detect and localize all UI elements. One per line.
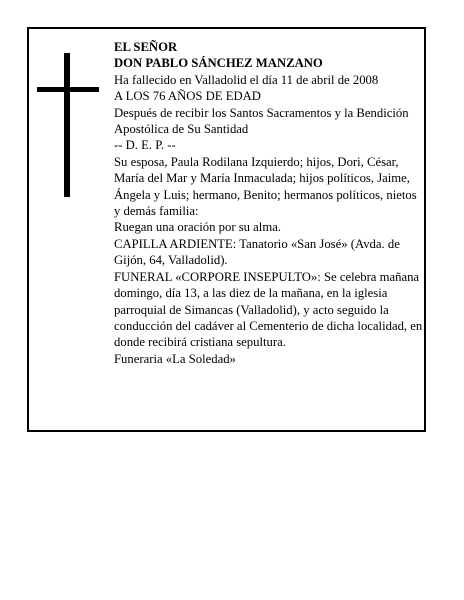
title-line-1: EL SEÑOR xyxy=(114,40,178,54)
prayer-text: Ruegan una oración por su alma. xyxy=(114,220,282,235)
cross-horizontal-bar xyxy=(37,87,99,92)
chapel-text: CAPILLA ARDIENTE: Tanatorio «San José» (Avda. de Gijón, 64, Valladolid). xyxy=(114,236,400,268)
funeral-text: FUNERAL «CORPORE INSEPULTO»: Se celebra mañana domingo, día 13, a las diez de la mañana, en la iglesia parroquial de Simancas (Valladolid), y acto seguido la conducción del cadáver al Cementerio de dicha localidad, en donde recibirá cristiana sepultura. xyxy=(114,269,423,350)
obituary-text xyxy=(114,39,426,367)
cross-vertical-bar xyxy=(64,53,70,197)
deceased-name: DON PABLO SÁNCHEZ MANZANO xyxy=(114,56,323,71)
family-text: Su esposa, Paula Rodilana Izquierdo; hijos, Dori, César, María del Mar y María Inmaculada; hijos políticos, Jaime, Ángela y Luis; hermano, Benito; hermanos políticos, nietos y demás familia: xyxy=(114,154,417,219)
age-line: A LOS 76 AÑOS DE EDAD xyxy=(114,89,261,104)
sacraments-text: Después de recibir los Santos Sacramentos y la Bendición Apostólica de Su Santidad xyxy=(114,105,409,137)
funeral-home: Funeraria «La Soledad» xyxy=(114,351,236,366)
dep-line: -- D. E. P. -- xyxy=(114,138,176,153)
death-info: Ha fallecido en Valladolid el día 11 de abril de 2008 xyxy=(114,72,379,87)
